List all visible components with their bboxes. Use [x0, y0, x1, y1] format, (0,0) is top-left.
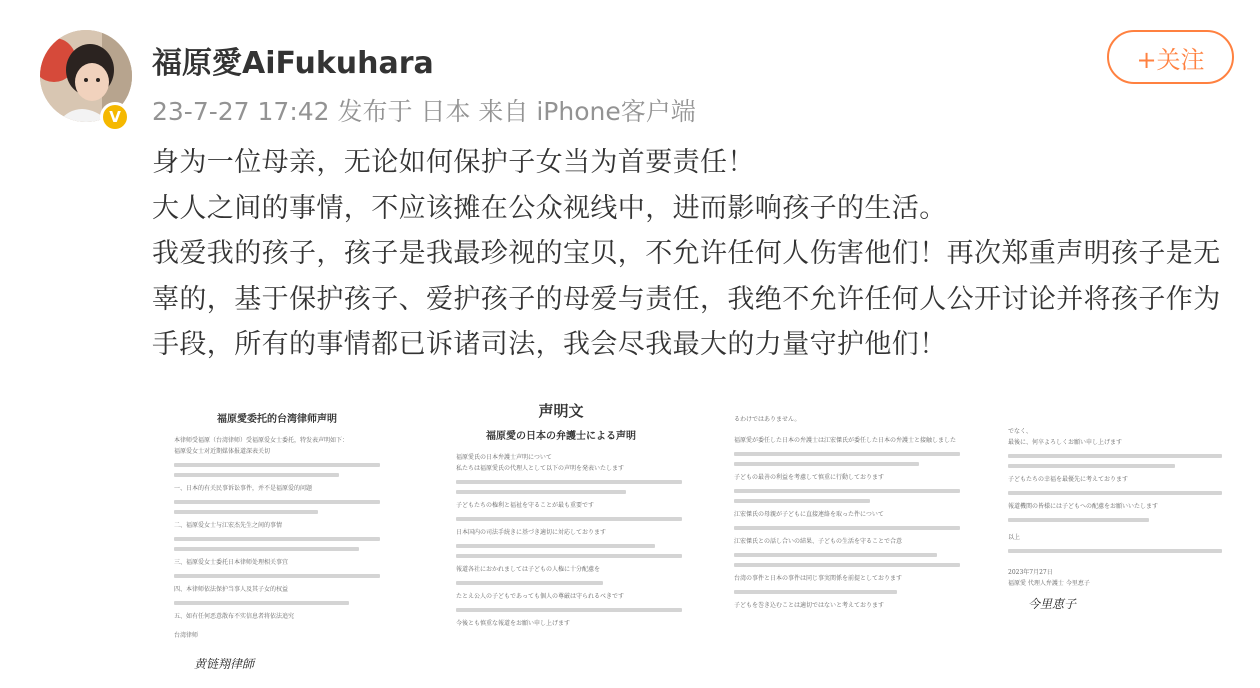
- image-text-line: 報道各社におかれましては子どもの人権に十分配慮を: [456, 566, 601, 573]
- image-footer: 台湾律师: [174, 632, 199, 639]
- image-date: 2023年7月27日: [1008, 569, 1053, 576]
- post-paragraph: 身为一位母亲，无论如何保护子女当为首要责任！: [152, 147, 755, 178]
- image-signature: 黄链翔律師: [194, 657, 255, 670]
- image-text-line: たとえ公人の子どもであっても個人の尊厳は守られるべきです: [456, 593, 624, 600]
- image-text-line: 私たちは福原愛氏の代理人として以下の声明を発表いたします: [456, 465, 625, 472]
- post-image-1[interactable]: [152, 396, 402, 670]
- image-text-line: 子どもたちの権利と福祉を守ることが最も重要です: [456, 502, 595, 509]
- image-title: 声明文: [538, 402, 584, 420]
- post-paragraph: 大人之间的事情，不应该摊在公众视线中，进而影响孩子的生活。: [152, 192, 947, 224]
- image-text-line: でなく、: [1008, 428, 1032, 435]
- follow-button[interactable]: +关注: [1107, 30, 1234, 84]
- image-text-line: 今後とも慎重な報道をお願い申し上げます: [456, 620, 571, 627]
- image-text-line: 台湾の事件と日本の事件は同じ事実関係を前提としております: [734, 575, 903, 582]
- author-name[interactable]: 福原愛AiFukuhara: [152, 46, 434, 81]
- post-meta: 23-7-27 17:42 发布于 日本 来自 iPhone客户端: [152, 97, 696, 126]
- image-text-line: 福原愛が委任した日本の弁護士は江宏傑氏が委任した日本の弁護士と接触しました: [734, 437, 957, 444]
- image-text-line: 子どもを巻き込むことは適切ではないと考えております: [734, 602, 885, 609]
- post-body: [152, 140, 1242, 368]
- image-text-line: 一、日本的有关民事诉讼事件，并不是福原爱的问题: [174, 485, 313, 492]
- image-text-line: 報道機関の皆様には子どもへの配慮をお願いいたします: [1008, 503, 1159, 510]
- image-text-line: 子どもの最善の利益を考慮して慎重に行動しております: [734, 474, 885, 481]
- post-image-3[interactable]: [720, 396, 982, 670]
- image-text-line: 五、如有任何恶意散布不实信息者将依法追究: [174, 613, 295, 620]
- image-subtitle: 福原愛の日本の弁護士による声明: [486, 431, 636, 442]
- image-text-line: 最後に、何卒よろしくお願い申し上げます: [1008, 439, 1123, 446]
- image-signatory: 今里恵子: [1028, 597, 1077, 611]
- image-text-line: 福原爱女士对近期媒体报道深表关切: [174, 448, 271, 455]
- image-text-line: 三、福原爱女士委托日本律师处理相关事宜: [174, 559, 289, 566]
- image-text-line: るわけではありません。: [734, 416, 801, 423]
- image-text-line: 以上: [1008, 534, 1021, 541]
- image-text-line: 福原愛 代理人弁護士 今里恵子: [1008, 580, 1090, 587]
- image-text-line: 二、福原爱女士与江宏杰先生之间的事情: [174, 522, 283, 529]
- image-text-line: 福原愛氏の日本弁護士声明について: [456, 454, 552, 461]
- verified-badge-icon: V: [100, 102, 130, 132]
- image-text-line: 江宏傑氏との話し合いの結果、子どもの生活を守ることで合意: [734, 538, 903, 545]
- image-text-line: 四、本律师依法保护当事人及其子女的权益: [174, 586, 289, 593]
- image-text-line: 江宏傑氏の母親が子どもに直接連絡を取った件について: [734, 511, 884, 518]
- image-text-line: 本律师受福原（台湾律师）受福原爱女士委托，特发表声明如下：: [174, 437, 349, 444]
- post-image-2[interactable]: [412, 396, 710, 670]
- post-image-4[interactable]: [992, 396, 1242, 670]
- image-text-line: 日本国内の司法手続きに基づき適切に対応しております: [456, 529, 607, 536]
- post-paragraph: 我爱我的孩子，孩子是我最珍视的宝贝，不允许任何人伤害他们！再次郑重声明孩子是无辜的，基于保护孩子、爱护孩子的母爱与责任，我绝不允许任何人公开讨论并将孩子作为手段，所有的事情都已诉诸司法，我会尽我最大的力量守护他们！: [152, 238, 1221, 360]
- image-text-line: 子どもたちの幸福を最優先に考えております: [1008, 476, 1129, 483]
- image-title: 福原愛委托的台湾律师声明: [217, 414, 337, 425]
